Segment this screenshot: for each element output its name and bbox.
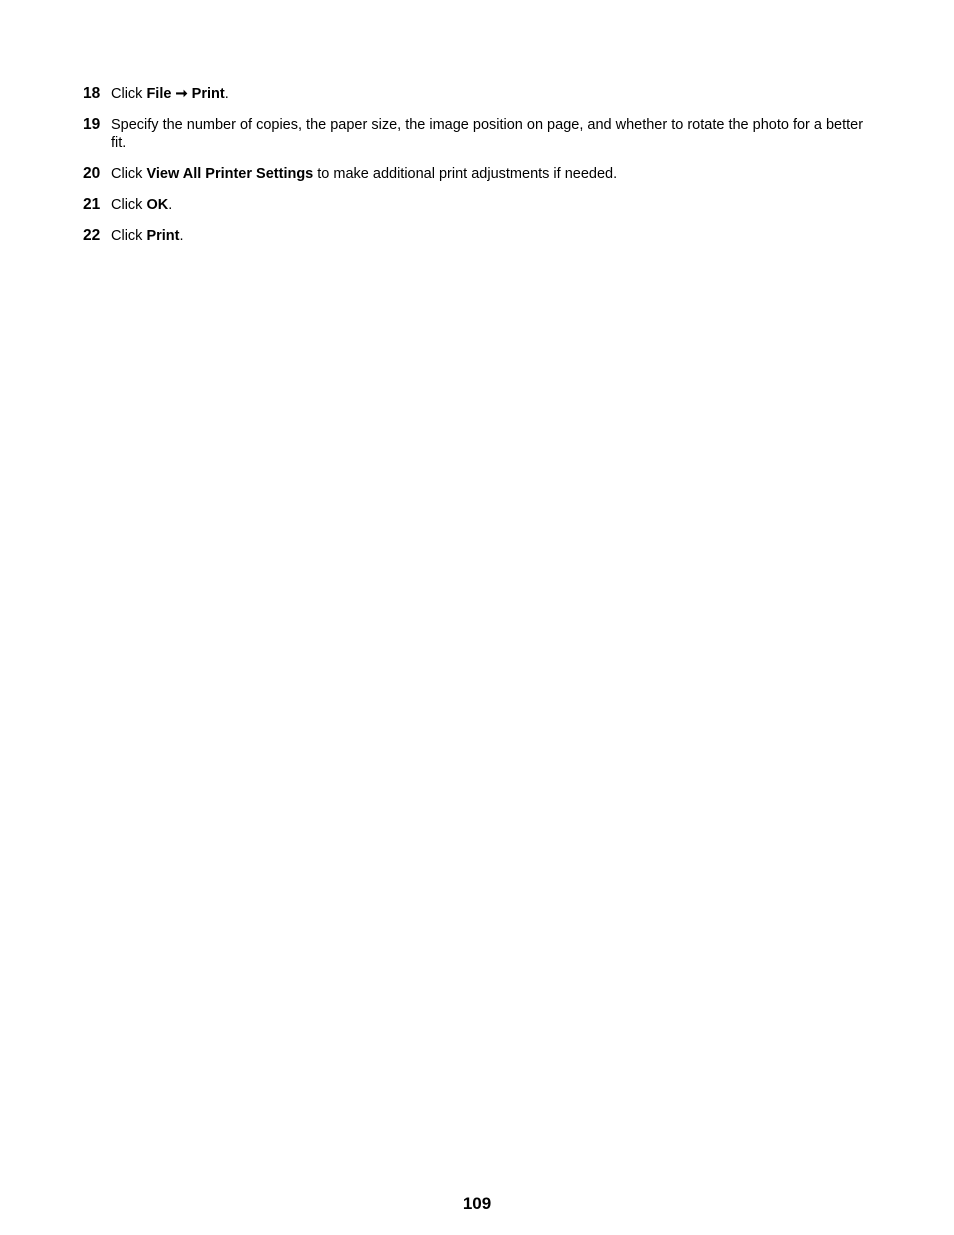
- step-text-part: .: [168, 197, 173, 213]
- step-22: [83, 227, 873, 245]
- step-number: 19: [83, 116, 101, 133]
- print-label: Print: [146, 228, 180, 244]
- step-text-part: Click: [111, 86, 147, 102]
- step-text-part: .: [224, 86, 229, 102]
- step-number: 22: [83, 227, 101, 244]
- step-text: [111, 116, 873, 152]
- page-number: 109: [462, 1194, 492, 1213]
- arrow-right-icon: ➞: [171, 86, 192, 102]
- step-text-part: Click: [111, 197, 147, 213]
- step-number: 21: [83, 196, 101, 213]
- step-text: [111, 85, 873, 103]
- instruction-steps-list: [83, 85, 873, 258]
- menu-print-label: Print: [191, 86, 225, 102]
- step-number: 20: [83, 165, 101, 182]
- step-text: [111, 196, 873, 214]
- ok-label: OK: [146, 197, 169, 213]
- step-text-part: Click: [111, 166, 147, 182]
- step-text: [111, 227, 873, 245]
- step-text-part: Specify the number of copies, the paper size, the image position on page, and whether to rotate the photo for a better fit.: [111, 117, 864, 151]
- step-text-part: to make additional print adjustments if needed.: [313, 166, 618, 182]
- step-20: [83, 165, 873, 183]
- step-number: 18: [83, 85, 101, 102]
- step-19: [83, 116, 873, 152]
- view-all-printer-settings-label: View All Printer Settings: [146, 166, 314, 182]
- step-18: [83, 85, 873, 103]
- step-text: [111, 165, 873, 183]
- step-text-part: Click: [111, 228, 147, 244]
- step-text-part: .: [179, 228, 184, 244]
- menu-file-label: File: [146, 86, 172, 102]
- step-21: [83, 196, 873, 214]
